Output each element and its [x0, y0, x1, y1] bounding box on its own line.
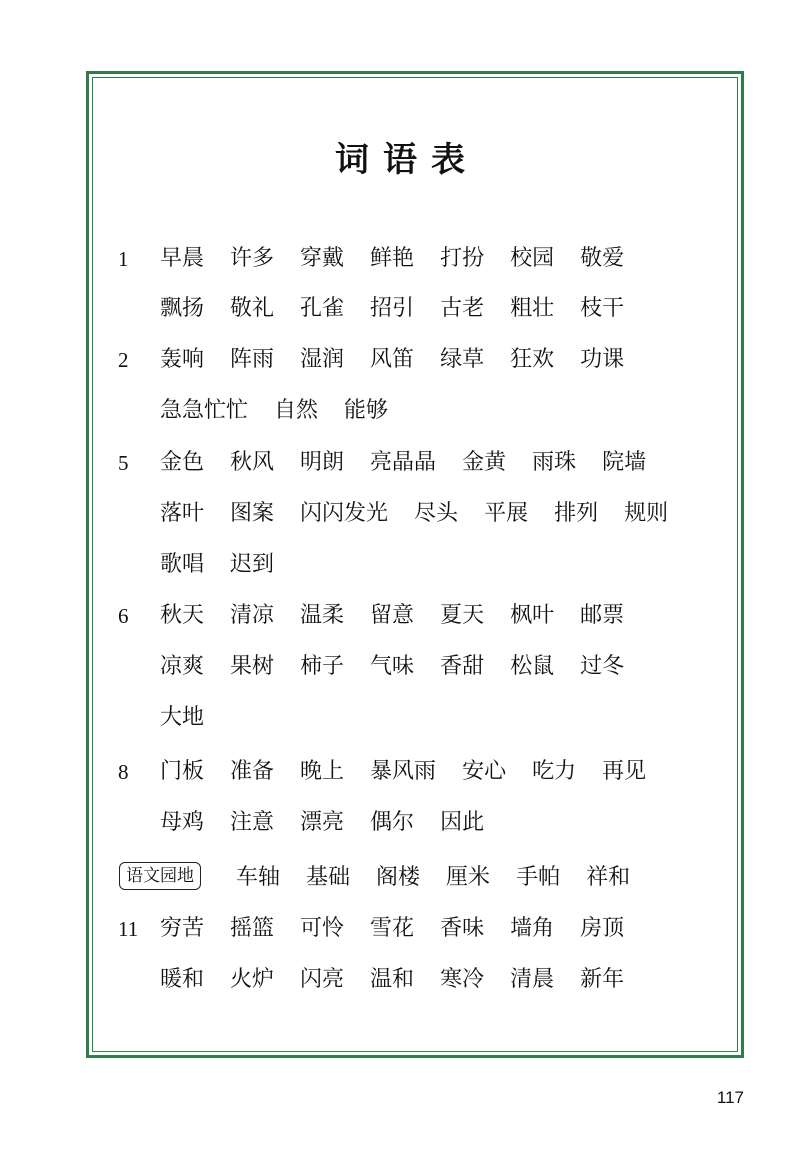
word-group [160, 291, 650, 327]
vocabulary-word: 迟到 [230, 552, 275, 577]
word-group [160, 342, 650, 378]
vocabulary-word: 墙角 [510, 916, 555, 941]
vocabulary-word: 基础 [306, 865, 351, 890]
vocabulary-word: 果树 [230, 654, 275, 679]
vocabulary-word: 秋风 [230, 450, 275, 475]
vocabulary-word: 香味 [440, 916, 485, 941]
vocabulary-word: 穷苦 [160, 916, 205, 941]
vocabulary-word: 温柔 [300, 603, 345, 628]
vocabulary-word: 注意 [230, 810, 275, 835]
vocabulary-word: 飘扬 [160, 296, 205, 321]
vocabulary-word: 枫叶 [510, 603, 555, 628]
vocabulary-word: 金黄 [462, 450, 507, 475]
vocabulary-word: 歌唱 [160, 552, 205, 577]
vocabulary-word: 狂欢 [510, 347, 555, 372]
vocabulary-word: 敬礼 [230, 296, 275, 321]
vocabulary-word: 清凉 [230, 603, 275, 628]
page-number: 117 [716, 1088, 744, 1107]
vocabulary-word: 功课 [580, 347, 625, 372]
vocabulary-word: 寒冷 [440, 967, 485, 992]
vocabulary-word: 因此 [440, 810, 485, 835]
vocabulary-word: 绿草 [440, 347, 485, 372]
lesson-number: 11 [118, 917, 139, 941]
vocabulary-word: 夏天 [440, 603, 485, 628]
vocabulary-word: 摇篮 [230, 916, 275, 941]
vocabulary-word: 打扮 [440, 246, 485, 271]
word-group [160, 805, 510, 841]
vocabulary-word: 阁楼 [376, 865, 421, 890]
vocabulary-word: 阵雨 [230, 347, 275, 372]
word-group [160, 700, 230, 736]
vocabulary-word: 尽头 [414, 501, 459, 526]
vocabulary-word: 再见 [602, 759, 647, 784]
vocabulary-word: 自然 [274, 398, 319, 423]
vocabulary-word: 图案 [230, 501, 275, 526]
vocabulary-word: 清晨 [510, 967, 555, 992]
vocabulary-word: 准备 [230, 759, 275, 784]
word-group [160, 754, 672, 790]
vocabulary-word: 金色 [160, 450, 205, 475]
vocabulary-word: 母鸡 [160, 810, 205, 835]
vocabulary-word: 敬爱 [580, 246, 625, 271]
vocabulary-word: 厘米 [446, 865, 491, 890]
vocabulary-word: 香甜 [440, 654, 485, 679]
vocabulary-word: 规则 [624, 501, 669, 526]
vocabulary-word: 落叶 [160, 501, 205, 526]
vocabulary-word: 粗壮 [510, 296, 555, 321]
vocabulary-word: 闪亮 [300, 967, 345, 992]
word-group [160, 393, 414, 429]
word-group [160, 911, 650, 947]
vocabulary-word: 气味 [370, 654, 415, 679]
vocabulary-word: 平展 [484, 501, 529, 526]
lesson-number: 1 [118, 247, 129, 271]
vocabulary-word: 可怜 [300, 916, 345, 941]
chinese-garden-badge: 语文园地 [119, 862, 201, 890]
vocabulary-word: 排列 [554, 501, 599, 526]
word-group [160, 445, 672, 481]
vocabulary-word: 湿润 [300, 347, 345, 372]
lesson-number: 2 [118, 348, 129, 372]
vocabulary-word: 祥和 [586, 865, 631, 890]
vocabulary-word: 明朗 [300, 450, 345, 475]
vocabulary-word: 院墙 [602, 450, 647, 475]
vocabulary-word: 晚上 [300, 759, 345, 784]
word-group [160, 547, 300, 583]
vocabulary-word: 穿戴 [300, 246, 345, 271]
vocabulary-word: 暴风雨 [370, 759, 437, 784]
vocabulary-word: 邮票 [580, 603, 625, 628]
word-group [160, 962, 650, 998]
vocabulary-word: 古老 [440, 296, 485, 321]
vocabulary-word: 过冬 [580, 654, 625, 679]
vocabulary-word: 手帕 [516, 865, 561, 890]
vocabulary-word: 温和 [370, 967, 415, 992]
vocabulary-word: 校园 [510, 246, 555, 271]
vocabulary-word: 漂亮 [300, 810, 345, 835]
vocabulary-word: 枝干 [580, 296, 625, 321]
vocabulary-word: 能够 [344, 398, 389, 423]
vocabulary-word: 闪闪发光 [300, 501, 389, 526]
vocabulary-word: 轰响 [160, 347, 205, 372]
vocabulary-word: 房顶 [580, 916, 625, 941]
word-group [160, 598, 650, 634]
word-group [160, 496, 694, 532]
word-group [236, 860, 656, 896]
lesson-number: 5 [118, 451, 129, 475]
vocabulary-word: 雪花 [370, 916, 415, 941]
vocabulary-word: 偶尔 [370, 810, 415, 835]
word-group [160, 241, 650, 277]
vocabulary-word: 门板 [160, 759, 205, 784]
vocabulary-word: 秋天 [160, 603, 205, 628]
vocabulary-word: 雨珠 [532, 450, 577, 475]
vocabulary-word: 大地 [160, 705, 205, 730]
word-group [160, 649, 650, 685]
vocabulary-word: 鲜艳 [370, 246, 415, 271]
vocabulary-word: 车轴 [236, 865, 281, 890]
vocabulary-word: 招引 [370, 296, 415, 321]
vocabulary-word: 火炉 [230, 967, 275, 992]
lesson-number: 8 [118, 760, 129, 784]
vocabulary-word: 凉爽 [160, 654, 205, 679]
vocabulary-word: 早晨 [160, 246, 205, 271]
vocabulary-word: 柿子 [300, 654, 345, 679]
vocabulary-word: 安心 [462, 759, 507, 784]
vocabulary-word: 吃力 [532, 759, 577, 784]
page-title: 词语表 [335, 140, 479, 180]
vocabulary-word: 急急忙忙 [160, 398, 249, 423]
vocabulary-word: 新年 [580, 967, 625, 992]
lesson-number: 6 [118, 604, 129, 628]
vocabulary-word: 亮晶晶 [370, 450, 437, 475]
vocabulary-word: 暖和 [160, 967, 205, 992]
vocabulary-word: 风笛 [370, 347, 415, 372]
vocabulary-word: 许多 [230, 246, 275, 271]
vocabulary-word: 松鼠 [510, 654, 555, 679]
vocabulary-word: 留意 [370, 603, 415, 628]
vocabulary-word: 孔雀 [300, 296, 345, 321]
